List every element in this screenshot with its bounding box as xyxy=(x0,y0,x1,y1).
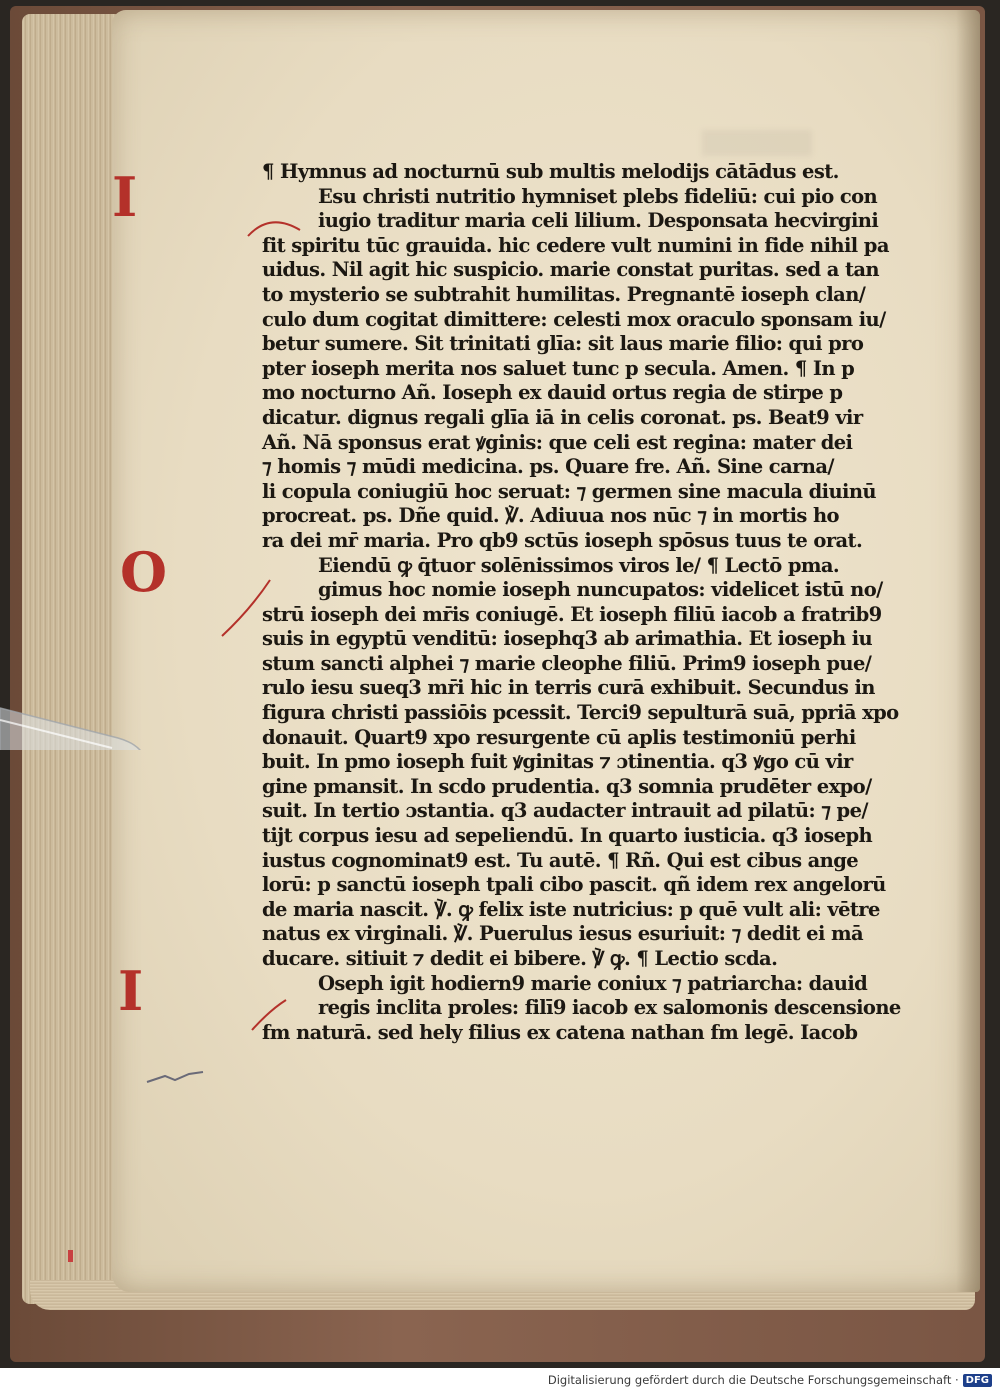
text-line: uidus. Nil agit hic suspicio. marie constat puritas. sed a tan xyxy=(262,258,879,282)
page-holder-strip xyxy=(0,690,150,750)
text-line: buit. In pmo ioseph fuit ꝟginitas ⁊ ɔtinentia. q3 ꝟgo cū vir xyxy=(262,750,853,774)
text-line: de maria nascit. ℣. ꝙ felix iste nutricius: p quē vult ali: vētre xyxy=(262,897,880,921)
text-line: li copula coniugiū hoc seruat: ⁊ germen sine macula diuinū xyxy=(262,479,876,503)
text-line: dicatur. dignus regali glīa iā in celis coronat. ps. Beat9 vir xyxy=(262,405,863,429)
text-line: gimus hoc nomie ioseph nuncupatos: videlicet istū no/ xyxy=(318,578,883,602)
text-line: Eiendū ꝙ q̄tuor solēnissimos viros le/ ¶ Lectō pma. xyxy=(318,553,840,577)
text-line: ra dei mr̄ maria. Pro qb9 sctūs ioseph spōsus tuus te orat. xyxy=(262,528,863,552)
text-line: rulo iesu sueq3 mr̄i hic in terris curā exhibuit. Secundus in xyxy=(262,676,875,700)
text-line: to mysterio se subtrahit humilitas. Pregnantē ioseph clan/ xyxy=(262,282,866,306)
text-line: regis inclita proles: filī9 iacob ex salomonis descensione xyxy=(318,996,901,1020)
text-line: iustus cognominat9 est. Tu autē. ¶ Rñ. Qui est cibus ange xyxy=(262,848,859,872)
text-line: tijt corpus iesu ad sepeliendū. In quarto iusticia. q3 ioseph xyxy=(262,824,873,848)
page-text xyxy=(262,160,910,1045)
dfg-logo-icon: DFG xyxy=(963,1374,992,1387)
strip-shape xyxy=(0,708,146,750)
text-line: ¶ Hymnus ad nocturnū sub multis melodijs cātādus est. xyxy=(262,160,839,183)
text-line: suis in egyptū venditū: iosephq3 ab arimathia. Et ioseph iu xyxy=(262,627,873,651)
initial-letter: O xyxy=(120,540,168,604)
text-line: figura christi passiōis pcessit. Terci9 sepulturā suā, ppriā xpo xyxy=(262,701,899,725)
text-line: ⁊ homis ⁊ mūdi medicina. ps. Quare fre. Añ. Sine carna/ xyxy=(262,455,834,479)
text-line: fit spiritu tūc grauida. hic cedere vult numini in fide nihil pa xyxy=(262,233,889,257)
text-line: ducare. sitiuit ⁊ dedit ei bibere. ℣ ꝙ. ¶ Lectio scda. xyxy=(262,947,778,970)
text-line: pter ioseph merita nos saluet tunc p secula. Amen. ¶ In p xyxy=(262,356,855,380)
text-line: donauit. Quart9 xpo resurgente cū aplis testimoniū perhi xyxy=(262,725,856,749)
text-line: strū ioseph dei mr̄is coniugē. Et ioseph filiū iacob a fratrib9 xyxy=(262,602,882,626)
text-line: gine pmansit. In scdo prudentia. q3 somnia prudēter expo/ xyxy=(262,774,872,798)
text-line: procreat. ps. Dñe quid. ℣. Adiuua nos nūc ⁊ in mortis ho xyxy=(262,504,839,528)
text-line: suit. In tertio ɔstantia. q3 audacter intrauit ad pilatū: ⁊ pe/ xyxy=(262,799,868,823)
footer-credit-bar xyxy=(0,1368,1000,1392)
ink-mark xyxy=(145,1070,205,1086)
initial-letter: I xyxy=(112,165,138,229)
initial-letter: I xyxy=(118,959,144,1023)
text-line: mo nocturno Añ. Ioseph ex dauid ortus regia de stirpe p xyxy=(262,381,843,405)
text-line: lorū: p sanctū ioseph tpali cibo pascit. qñ idem rex angelorū xyxy=(262,873,886,897)
text-line: Añ. Nā sponsus erat ꝟginis: que celi est regina: mater dei xyxy=(262,430,853,454)
mark-stroke xyxy=(147,1072,203,1082)
text-line: stum sancti alphei ⁊ marie cleophe filiū. Prim9 ioseph pue/ xyxy=(262,651,872,675)
text-line: Esu christi nutritio hymniset plebs fideliū: cui pio con xyxy=(318,184,878,208)
footer-credit: Digitalisierung gefördert durch die Deutsche Forschungsgemeinschaft · xyxy=(547,1373,959,1387)
text-line: natus ex virginali. ℣. Puerulus iesus esuriuit: ⁊ dedit ei mā xyxy=(262,922,864,946)
text-line: betur sumere. Sit trinitati glīa: sit laus marie filio: qui pro xyxy=(262,332,864,356)
text-line: culo dum cogitat dimittere: celesti mox oraculo sponsam iu/ xyxy=(262,307,886,331)
text-line: Oseph igit hodiern9 marie coniux ⁊ patriarcha: dauid xyxy=(318,971,868,995)
text-line: iugio traditur maria celi lilium. Desponsata hecvirgini xyxy=(318,209,879,233)
text-line: fm naturā. sed hely filius ex catena nathan fm legē. Iacob xyxy=(262,1020,858,1044)
